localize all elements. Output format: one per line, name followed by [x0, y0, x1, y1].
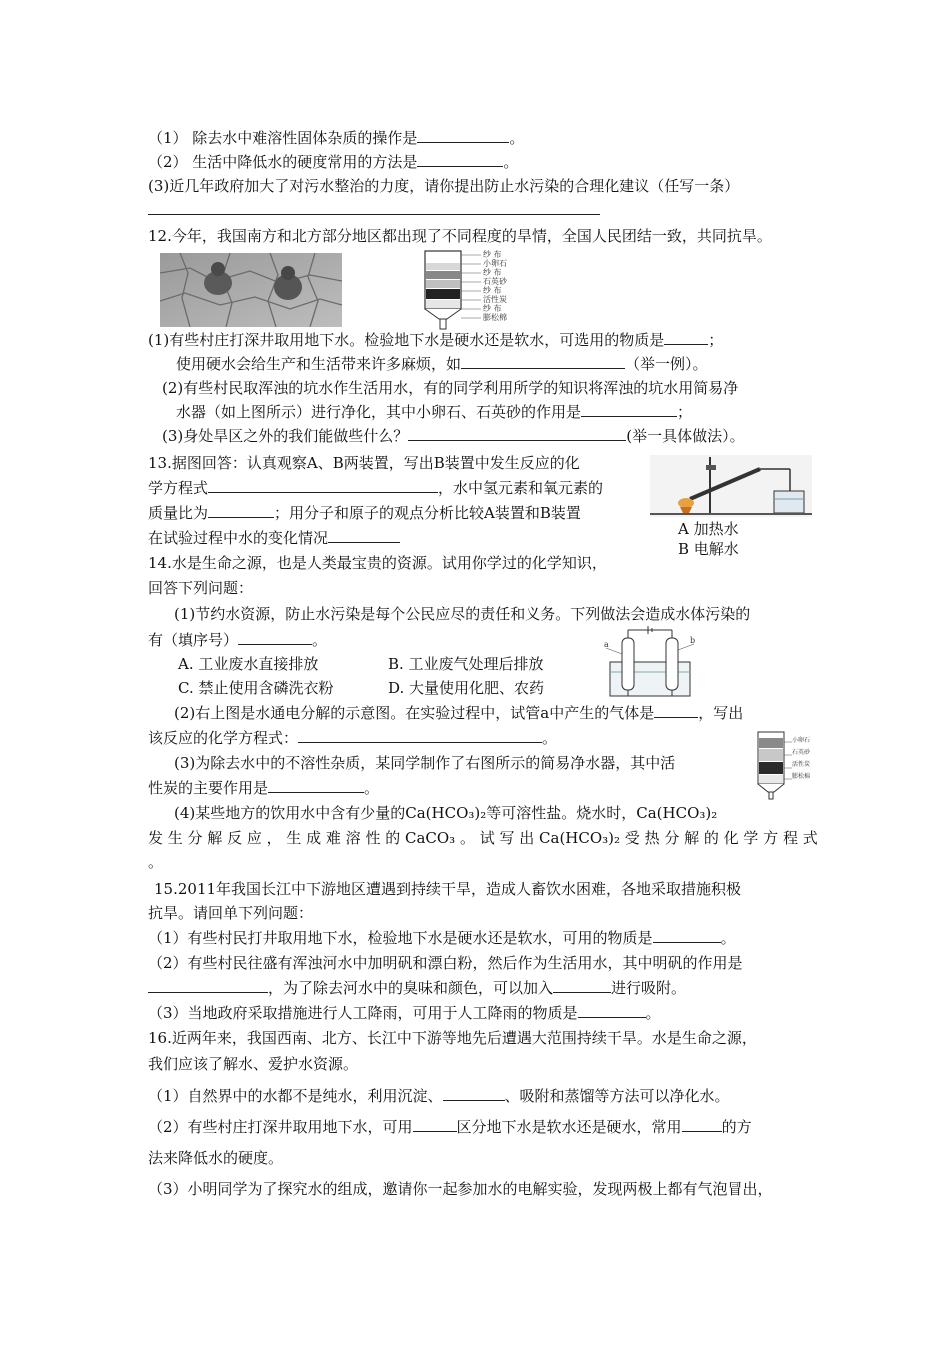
answer-blank[interactable] [653, 928, 721, 943]
q16-2a-text: （2）有些村庄打深井取用地下水，可用 [148, 1118, 413, 1136]
filter-label: 石英砂 [483, 277, 507, 286]
punct: 。 [364, 779, 380, 797]
q11-part3: (3)近几年政府加大了对污水整治的力度，请你提出防止水污染的合理化建议（任写一条） [148, 177, 740, 195]
q11-2-text: （2） 生活中降低水的硬度常用的方法是 [148, 153, 418, 171]
answer-blank[interactable] [408, 426, 626, 441]
filter-label: 纱 布 [483, 286, 502, 295]
punct: 。 [509, 129, 525, 147]
q12-2a: (2)有些村民取浑浊的坑水作生活用水，有的同学利用所学的知识将浑浊的坑水用简易净 [162, 379, 739, 397]
heating-electrolysis-apparatus [650, 455, 812, 517]
answer-blank[interactable] [417, 128, 509, 143]
q16-1-text: （1）自然界中的水都不是纯水，利用沉淀、 [148, 1087, 443, 1105]
q16-1-end: 、吸附和蒸馏等方法可以净化水。 [504, 1087, 730, 1105]
water-filter-diagram [415, 249, 540, 331]
answer-blank[interactable] [413, 1117, 457, 1132]
q14-2a-end: ，写出 [698, 704, 744, 722]
q12-1b-end: （举一例）。 [625, 355, 708, 373]
q12-2b [176, 402, 692, 422]
answer-blank[interactable] [461, 354, 625, 369]
answer-blank[interactable] [238, 630, 312, 645]
q16-2b: 法来降低水的硬度。 [148, 1149, 284, 1167]
q15-1-text: （1）有些村民打井取用地下水，检验地下水是硬水还是软水，可用的物质是 [148, 929, 653, 947]
answer-blank[interactable] [208, 503, 274, 518]
q11-1-text: （1） 除去水中难溶性固体杂质的操作是 [148, 129, 418, 147]
q14-2a [174, 703, 743, 723]
q15-line2: 抗旱。请回单下列问题： [148, 904, 314, 922]
q12-3 [162, 426, 745, 446]
punct: ； [677, 403, 693, 421]
option-a: A. 工业废水直接排放 [178, 655, 319, 673]
q14-2a-text: (2)右上图是水通电分解的示意图。在实验过程中，试管a中产生的气体是 [174, 704, 655, 722]
punct: 。 [503, 153, 519, 171]
q14-2b-text: 该反应的化学方程式： [148, 729, 299, 747]
caption-b: B 电解水 [678, 540, 739, 558]
punct: 。 [645, 1004, 661, 1022]
q15-3 [148, 1003, 661, 1023]
q12-1b-text: 使用硬水会给生产和生活带来许多麻烦，如 [176, 355, 462, 373]
filter2-label: 膨松棉 [792, 773, 811, 780]
filter2-label: 活性炭 [792, 761, 811, 768]
q14-1b [148, 630, 327, 650]
q12-1a-text: (1)有些村庄打深井取用地下水。检验地下水是硬水还是软水，可选用的物质是 [148, 331, 665, 349]
answer-blank[interactable] [581, 402, 677, 417]
filter-label: 纱 布 [483, 250, 502, 259]
q13-3-text: 质量比为 [148, 504, 209, 522]
q14-4c: 。 [148, 853, 164, 871]
q11-part1 [148, 128, 524, 148]
q14-line1: 14.水是生命之源，也是人类最宝贵的资源。试用你学过的化学知识， [148, 554, 607, 572]
q12-1b [176, 354, 708, 374]
q14-1b-text: 有（填序号） [148, 631, 239, 649]
q15-line1: 15.2011年我国长江中下游地区遭遇到持续干旱，造成人畜饮水困难，各地采取措施积极 [154, 880, 742, 898]
q13-line3 [148, 503, 581, 523]
electrolysis-diagram [604, 626, 696, 698]
answer-blank[interactable] [664, 330, 708, 345]
q11-part2 [148, 152, 518, 172]
q14-3b [148, 778, 379, 798]
q14-3b-text: 性炭的主要作用是 [148, 779, 269, 797]
caption-a: A 加热水 [678, 520, 739, 538]
answer-blank[interactable] [148, 978, 268, 993]
q16-3: （3）小明同学为了探究水的组成，邀请你一起参加水的电解实验，发现两极上都有气泡冒出， [148, 1180, 773, 1198]
filter-label: 小卵石 [483, 259, 507, 268]
q12-3-text: (3)身处旱区之外的我们能做些什么？ [162, 427, 409, 445]
q14-line2: 回答下列问题： [148, 579, 254, 597]
filter2-label: 小卵石 [792, 737, 811, 744]
q14-2b [148, 728, 557, 748]
filter2-label: 石英砂 [792, 749, 811, 756]
q16-2a [148, 1117, 752, 1137]
filter-label: 活性炭 [483, 295, 507, 304]
answer-blank[interactable] [443, 1086, 505, 1101]
answer-blank[interactable] [268, 778, 364, 793]
answer-blank[interactable] [578, 1003, 646, 1018]
q14-4b: 发 生 分 解 反 应 ， 生 成 难 溶 性 的 CaCO₃ 。 试 写 出 Ca(HCO₃)₂ 受 热 分 解 的 化 学 方 程 式 [148, 829, 818, 847]
q13-4-text: 在试验过程中水的变化情况 [148, 529, 329, 547]
q13-2-end: ，水中氢元素和氧元素的 [438, 479, 604, 497]
answer-blank[interactable] [328, 528, 400, 543]
drought-photo [160, 253, 342, 327]
q16-line1: 16.近两年来，我国西南、北方、长江中下游等地先后遭遇大范围持续干旱。水是生命之源， [148, 1029, 757, 1047]
q12-2b-text: 水器（如上图所示）进行净化，其中小卵石、石英砂的作用是 [176, 403, 582, 421]
punct: ； [708, 331, 724, 349]
answer-blank[interactable] [298, 728, 542, 743]
q15-2a: （2）有些村民往盛有浑浊河水中加明矾和漂白粉，然后作为生活用水，其中明矾的作用是 [148, 954, 743, 972]
option-c: C. 禁止使用含磷洗衣粉 [178, 679, 334, 697]
q12-stem: 12.今年，我国南方和北方部分地区都出现了不同程度的旱情，全国人民团结一致，共同抗旱。 [148, 227, 772, 245]
filter-label: 纱 布 [483, 304, 502, 313]
q12-1a [148, 330, 723, 350]
filter-label: 纱 布 [483, 268, 502, 277]
q16-2a-end: 的方 [721, 1118, 752, 1136]
option-b: B. 工业废气处理后排放 [388, 655, 544, 673]
label-a: a [604, 640, 609, 649]
q14-4a: (4)某些地方的饮用水中含有少量的Ca(HCO₃)₂等可溶性盐。烧水时，Ca(HCO₃)₂ [174, 804, 718, 822]
label-b: b [690, 636, 696, 645]
q15-2b [148, 978, 686, 998]
q13-3-end: ；用分子和原子的观点分析比较A装置和B装置 [274, 504, 581, 522]
q14-3a: (3)为除去水中的不溶性杂质，某同学制作了右图所示的简易净水器，其中活 [174, 754, 676, 772]
q15-2b-text: ，为了除去河水中的臭味和颜色，可以加入 [268, 979, 554, 997]
q16-line2: 我们应该了解水、爱护水资源。 [148, 1055, 359, 1073]
punct: 。 [720, 929, 736, 947]
q13-line1: 13.据图回答：认真观察A、B两装置，写出B装置中发生反应的化 [148, 454, 580, 472]
q13-line2 [148, 478, 603, 498]
q15-1 [148, 928, 736, 948]
answer-blank[interactable] [682, 1117, 722, 1132]
q13-line4 [148, 528, 400, 548]
q12-3-end: (举一具体做法）。 [626, 427, 745, 445]
q15-3-text: （3）当地政府采取措施进行人工降雨，可用于人工降雨的物质是 [148, 1004, 578, 1022]
simple-water-purifier-diagram [754, 728, 816, 800]
filter-label: 膨松棉 [483, 313, 507, 322]
q13-2-text: 学方程式 [148, 479, 209, 497]
answer-line[interactable] [148, 214, 600, 215]
answer-blank[interactable] [553, 978, 611, 993]
answer-blank[interactable] [654, 703, 698, 718]
q14-1a: (1)节约水资源，防止水污染是每个公民应尽的责任和义务。下列做法会造成水体污染的 [174, 605, 751, 623]
punct: 。 [312, 631, 328, 649]
punct: 。 [542, 729, 558, 747]
q16-2a-mid: 区分地下水是软水还是硬水，常用 [456, 1118, 682, 1136]
q15-2b-end: 进行吸附。 [611, 979, 687, 997]
option-d: D. 大量使用化肥、农药 [388, 679, 545, 697]
q16-1 [148, 1086, 730, 1106]
answer-blank[interactable] [208, 478, 438, 493]
answer-blank[interactable] [417, 152, 503, 167]
